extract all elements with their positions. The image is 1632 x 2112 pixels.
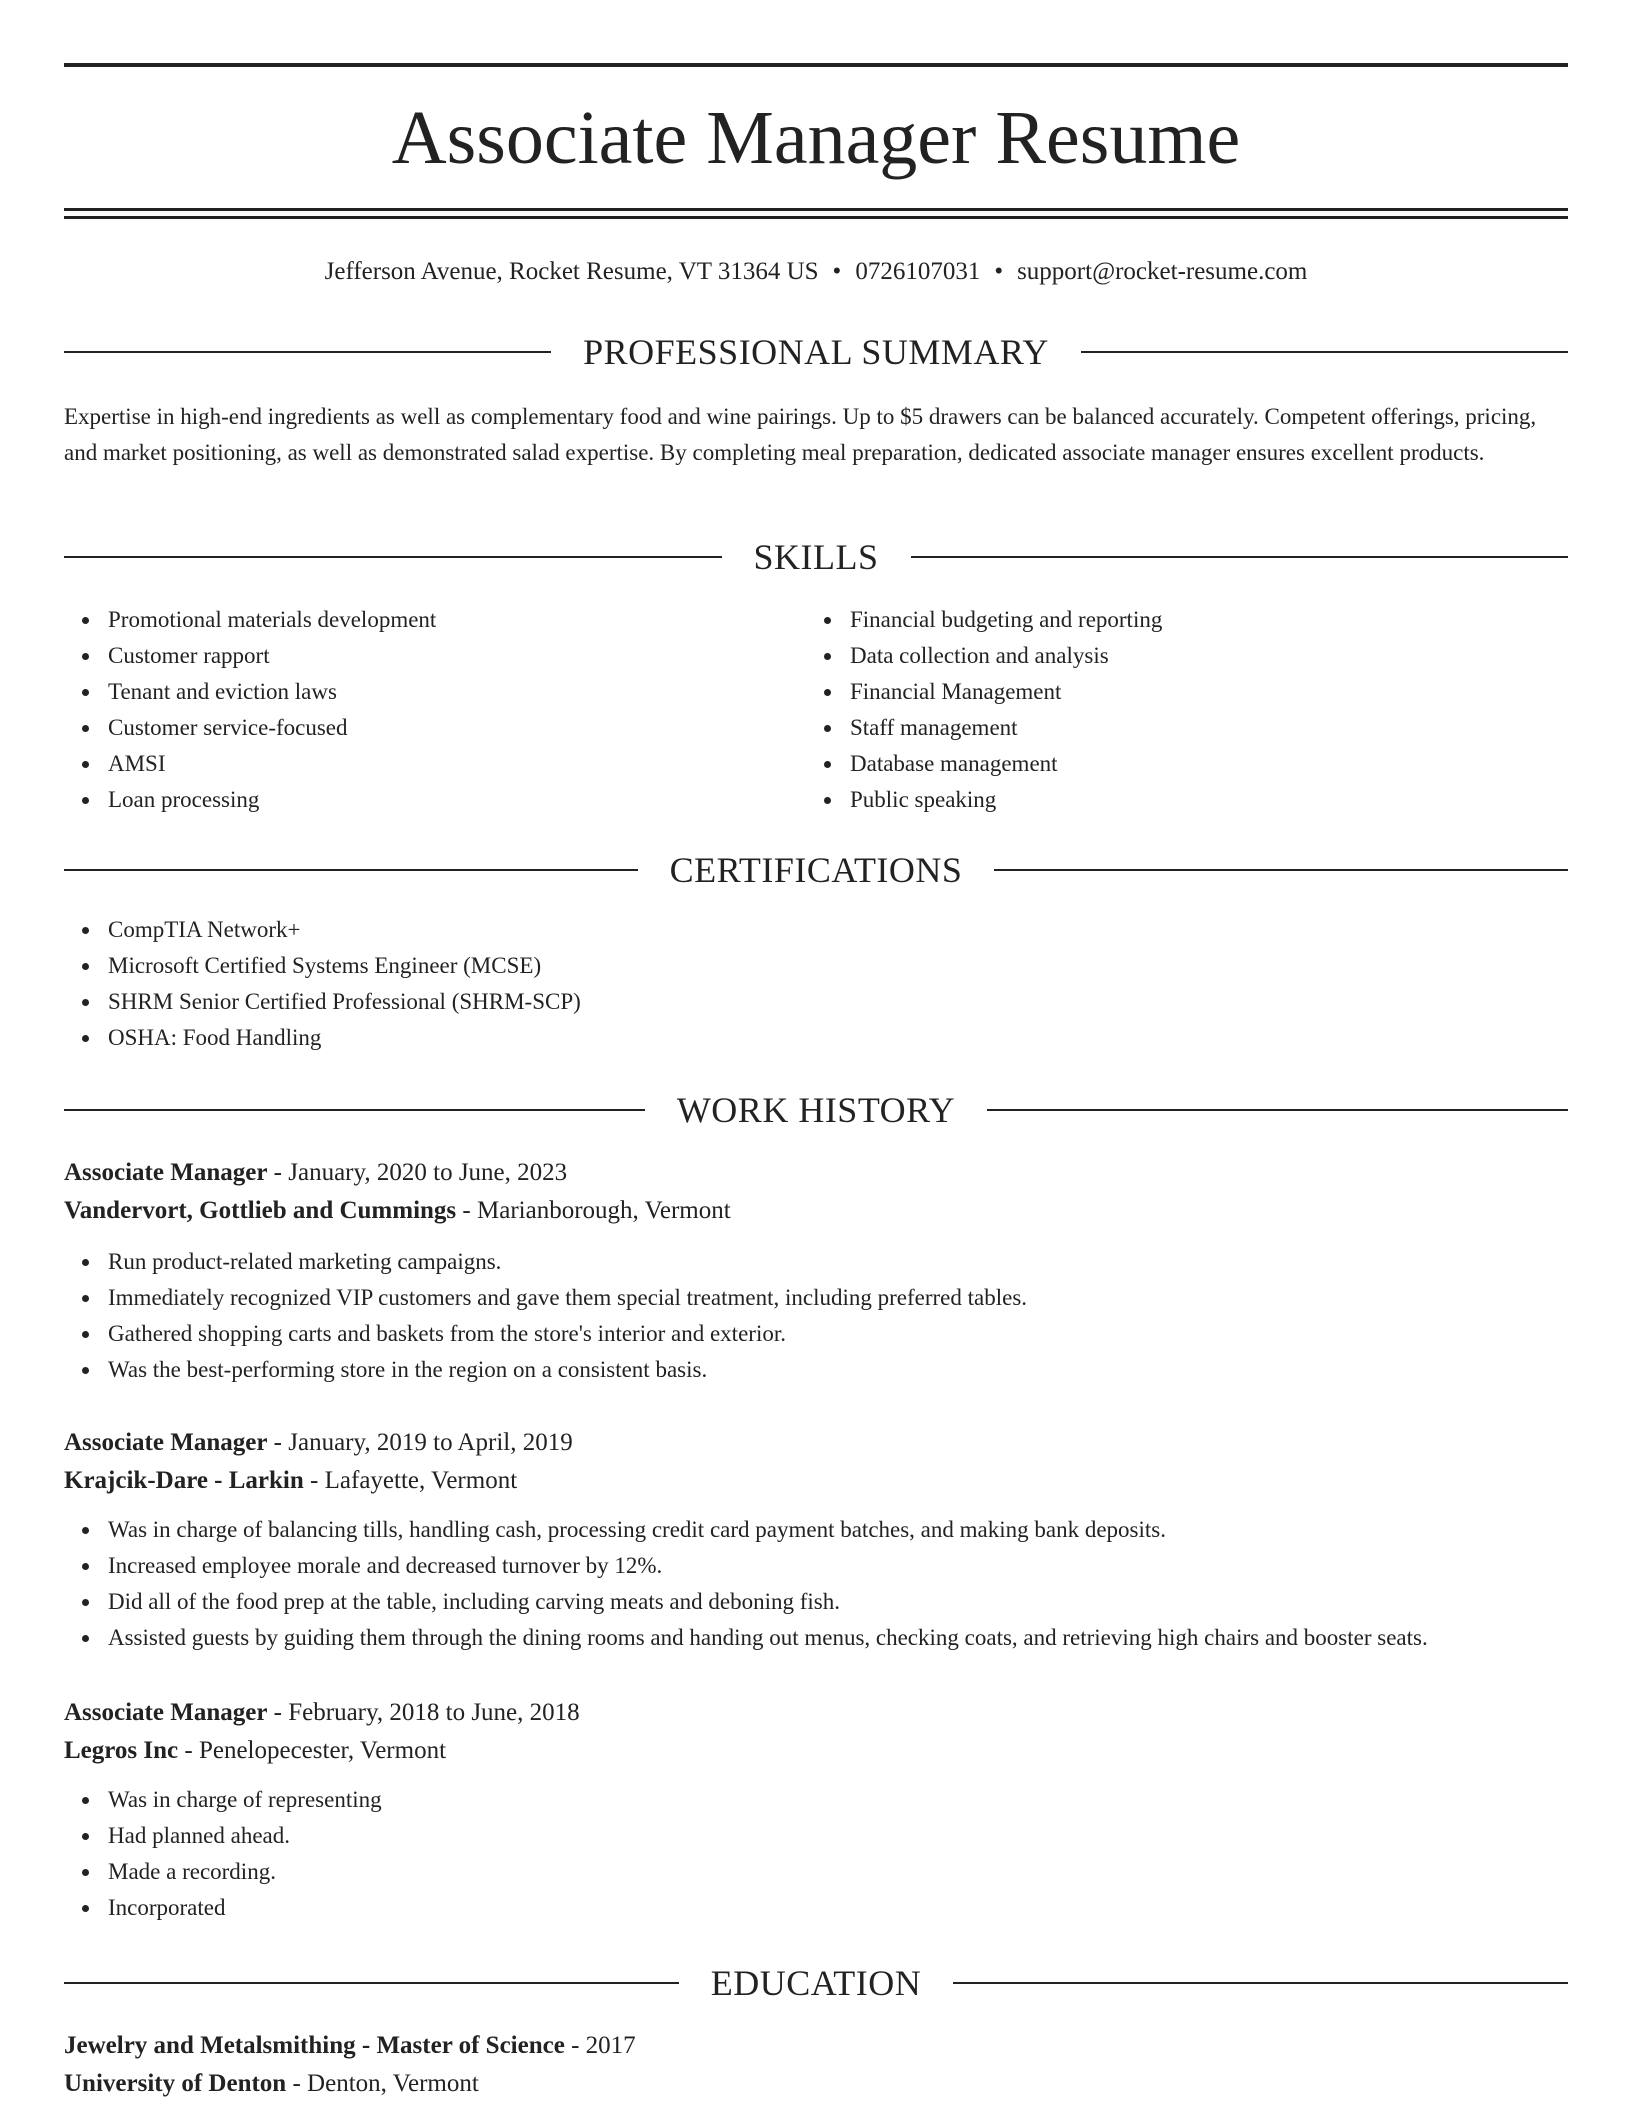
certifications-list [64,912,1568,1056]
education-location: - Denton, Vermont [286,2070,479,2097]
job-bullet: Had planned ahead. [108,1818,1568,1854]
summary-text: Expertise in high-end ingredients as well as complementary food and wine pairings. Up to $5 drawers can be balanced accurately. Competent offerings, pricing, and market positioning, as well as demonstrated salad expertise. By completing meal preparation, dedicated associate manager ensures excellent products. [64,404,1537,465]
job-title-line [64,1154,1568,1192]
heading-rule [994,869,1568,871]
job-location: - Marianborough, Vermont [456,1197,731,1224]
heading-rule [1081,351,1568,353]
certification-item: SHRM Senior Certified Professional (SHRM-SCP) [108,984,1568,1020]
certification-item: CompTIA Network+ [108,912,1568,948]
job-company-line [64,1462,1568,1500]
job-company: Krajcik-Dare - Larkin [64,1467,304,1494]
header-top-rule [64,63,1568,67]
education-degree-line [64,2027,1568,2065]
job-role: Associate Manager [64,1159,268,1186]
certifications-block [64,912,1568,1056]
skills-list-right [806,602,1506,818]
header-bottom-rule [64,208,1568,211]
heading-label: PROFESSIONAL SUMMARY [583,332,1049,372]
job-role: Associate Manager [64,1429,268,1456]
job-entry [64,1694,1568,1926]
section-heading-certifications [64,848,1568,892]
certification-item: OSHA: Food Handling [108,1020,1568,1056]
heading-rule [64,1982,679,1984]
contact-address: Jefferson Avenue, Rocket Resume, VT 31364 US [324,258,819,285]
section-heading-summary [64,330,1568,374]
education-entry [64,2027,1568,2103]
heading-label: EDUCATION [710,1963,922,2003]
skills-column-right [806,602,1506,818]
job-bullet: Gathered shopping carts and baskets from the store's interior and exterior. [108,1316,1568,1352]
resume-title: Associate Manager Resume [391,96,1241,180]
job-company: Vandervort, Gottlieb and Cummings [64,1197,457,1224]
skill-item: Staff management [850,710,1506,746]
skill-item: Tenant and eviction laws [108,674,764,710]
job-bullet: Was in charge of representing [108,1782,1568,1818]
job-dates: - February, 2018 to June, 2018 [267,1699,580,1726]
job-location: - Lafayette, Vermont [303,1467,518,1494]
certification-item: Microsoft Certified Systems Engineer (MCSE) [108,948,1568,984]
heading-rule [64,869,638,871]
job-dates: - January, 2019 to April, 2019 [267,1429,573,1456]
job-bullet: Assisted guests by guiding them through the dining rooms and handing out menus, checking coats, and retrieving high chairs and booster seats. [108,1620,1568,1656]
heading-rule [64,1109,645,1111]
skill-item: Financial Management [850,674,1506,710]
header-bottom-rule-double [64,216,1568,219]
heading-label: CERTIFICATIONS [669,850,963,890]
job-location: - Penelopecester, Vermont [178,1737,447,1764]
job-entry [64,1154,1568,1388]
job-bullet: Immediately recognized VIP customers and gave them special treatment, including preferred tables. [108,1280,1568,1316]
skill-item: Public speaking [850,782,1506,818]
skill-item: Financial budgeting and reporting [850,602,1506,638]
job-bullet: Was in charge of balancing tills, handling cash, processing credit card payment batches, and making bank deposits. [108,1512,1568,1548]
heading-rule [953,1982,1568,1984]
job-company-line [64,1732,1568,1770]
skill-item: Promotional materials development [108,602,764,638]
job-bullet: Did all of the food prep at the table, including carving meats and deboning fish. [108,1584,1568,1620]
skill-item: Customer rapport [108,638,764,674]
contact-separator: • [994,258,1004,285]
heading-rule [64,556,722,558]
job-company-line [64,1192,1568,1230]
skill-item: Database management [850,746,1506,782]
job-bullet: Run product-related marketing campaigns. [108,1244,1568,1280]
heading-rule [911,556,1569,558]
skills-list-left [64,602,764,818]
skill-item: Data collection and analysis [850,638,1506,674]
job-entry [64,1424,1568,1656]
job-bullet: Increased employee morale and decreased turnover by 12%. [108,1548,1568,1584]
skill-item: Loan processing [108,782,764,818]
job-title-line [64,1424,1568,1462]
section-heading-work [64,1088,1568,1132]
job-bullets [64,1244,1568,1388]
job-bullet: Was the best-performing store in the region on a consistent basis. [108,1352,1568,1388]
job-role: Associate Manager [64,1699,268,1726]
skills-column-left [64,602,764,818]
section-heading-education [64,1961,1568,2005]
heading-rule [987,1109,1568,1111]
education-school-line [64,2065,1568,2103]
skill-item: AMSI [108,746,764,782]
education-school: University of Denton [64,2070,287,2097]
contact-line [64,254,1568,290]
heading-label: SKILLS [753,537,879,577]
education-degree: Jewelry and Metalsmithing - Master of Science [64,2032,565,2059]
contact-phone: 0726107031 [855,258,981,285]
job-bullets [64,1512,1568,1656]
heading-rule [64,351,551,353]
contact-email: support@rocket-resume.com [1017,258,1308,285]
job-bullet: Made a recording. [108,1854,1568,1890]
heading-label: WORK HISTORY [676,1090,956,1130]
education-year: - 2017 [564,2032,636,2059]
job-company: Legros Inc [64,1737,179,1764]
section-heading-skills [64,535,1568,579]
job-dates: - January, 2020 to June, 2023 [267,1159,568,1186]
job-title-line [64,1694,1568,1732]
skill-item: Customer service-focused [108,710,764,746]
job-bullet: Incorporated [108,1890,1568,1926]
job-bullets [64,1782,1568,1926]
contact-separator: • [832,258,842,285]
